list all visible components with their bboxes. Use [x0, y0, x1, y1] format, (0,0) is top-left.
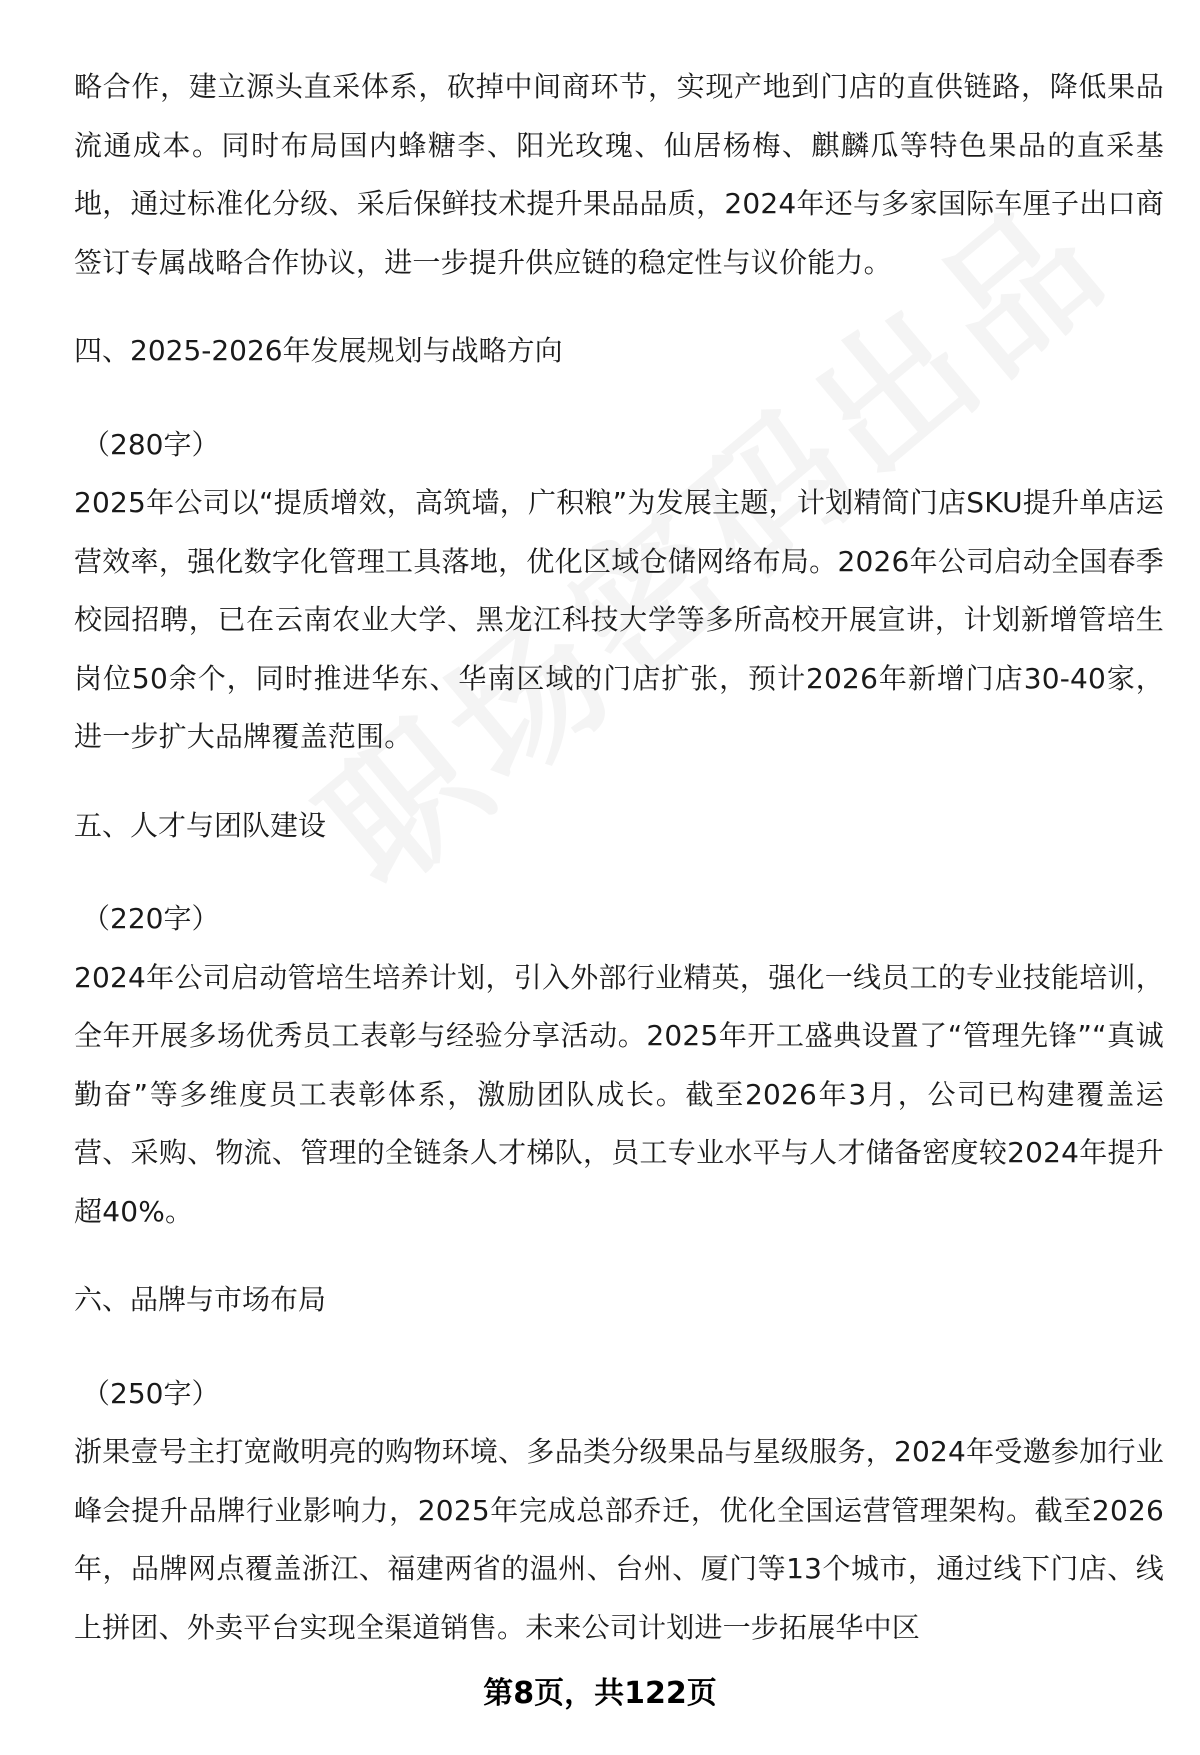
section-word-count-4: （280字）	[82, 427, 220, 461]
paragraph-brand-market: 浙果壹号主打宽敞明亮的购物环境、多品类分级果品与星级服务，2024年受邀参加行业峰会提升品牌行业影响力，2025年完成总部乔迁，优化全国运营管理架构。截至2026年，品牌网点覆盖浙江、福建两省的温州、台州、厦门等13个城市，通过线下门店、线上拼团、外卖平台实现全渠道销售。未来公司计划进一步拓展华中区	[74, 1435, 1164, 1644]
section-heading-5: 五、人才与团队建设	[74, 808, 327, 842]
section-word-count-6: （250字）	[82, 1376, 220, 1410]
paragraph-development-plan: 2025年公司以“提质增效，高筑墙，广积粮”为发展主题，计划精简门店SKU提升单店运营效率，强化数字化管理工具落地，优化区域仓储网络布局。2026年公司启动全国春季校园招聘，已在云南农业大学、黑龙江科技大学等多所高校开展宣讲，计划新增管培生岗位50余个，同时推进华东、华南区域的门店扩张，预计2026年新增门店30-40家，进一步扩大品牌覆盖范围。	[74, 486, 1164, 753]
paragraph-supply-chain: 略合作，建立源头直采体系，砍掉中间商环节，实现产地到门店的直供链路，降低果品流通成本。同时布局国内蜂糖李、阳光玫瑰、仙居杨梅、麒麟瓜等特色果品的直采基地，通过标准化分级、采后保鲜技术提升果品品质，2024年还与多家国际车厘子出口商签订专属战略合作协议，进一步提升供应链的稳定性与议价能力。	[74, 70, 1164, 279]
section-word-count-5: （220字）	[82, 902, 220, 935]
paragraph-talent-team: 2024年公司启动管培生培养计划，引入外部行业精英，强化一线员工的专业技能培训，全年开展多场优秀员工表彰与经验分享活动。2025年开工盛典设置了“管理先锋”“真诚勤奋”等多维度员工表彰体系，激励团队成长。截至2026年3月，公司已构建覆盖运营、采购、物流、管理的全链条人才梯队，员工专业水平与人才储备密度较2024年提升超40%。	[74, 960, 1164, 1228]
page-number: 第8页，共122页	[483, 1676, 717, 1711]
section-heading-6: 六、品牌与市场布局	[74, 1283, 327, 1316]
section-heading-4: 四、2025-2026年发展规划与战略方向	[74, 334, 563, 367]
document-body	[74, 58, 1164, 1657]
